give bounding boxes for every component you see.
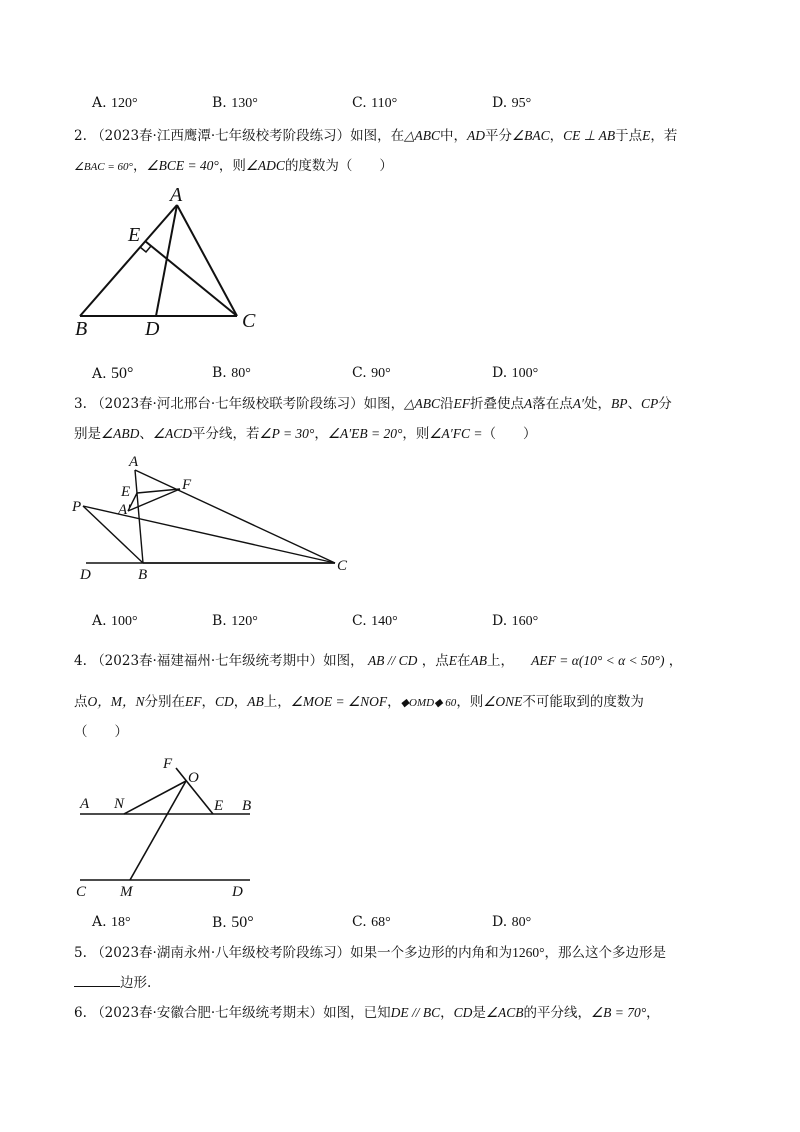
- q3-label-f: F: [182, 477, 192, 493]
- q2-label-c: C: [242, 310, 256, 332]
- q2-label-d: D: [145, 318, 160, 340]
- q4-option-b: B. 50°: [212, 914, 254, 931]
- q4-option-c: C. 68°: [352, 914, 391, 930]
- q1-option-d: D. 95°: [492, 95, 532, 111]
- q2-label-e: E: [128, 224, 141, 246]
- q4-options: [0, 914, 800, 938]
- q3-label-c: C: [337, 558, 348, 574]
- q4-label-d: D: [232, 884, 243, 900]
- q2-line2: ∠BAC = 60°，∠BCE = 40°，则∠ADC的度数为（ ）: [74, 158, 393, 174]
- q3-label-d: D: [80, 567, 91, 583]
- q3-option-d: D. 160°: [492, 613, 539, 629]
- q4-label-c: C: [76, 884, 87, 900]
- q4-label-m: M: [120, 884, 133, 900]
- q4-label-b: B: [242, 798, 252, 814]
- q3-label-a: A: [129, 454, 139, 470]
- q2-option-a: A. 50°: [92, 365, 134, 382]
- q2-option-b: B. 80°: [212, 365, 251, 381]
- q3-option-b: B. 120°: [212, 613, 258, 629]
- q3-label-p: P: [72, 499, 82, 515]
- q3-option-c: C. 140°: [352, 613, 398, 629]
- q3-line2: 别是∠ABD、∠ACD平分线，若∠P = 30°，∠A′EB = 20°，则∠A′FC =（ ）: [74, 426, 537, 442]
- q4-line2: 点O，M，N分别在EF，CD，AB上，∠MOE = ∠NOF，◆OMD◆ 60，则∠ONE不可能取到的度数为: [74, 694, 644, 710]
- q3-label-e: E: [121, 484, 131, 500]
- q3-option-a: A. 100°: [92, 613, 138, 629]
- q5-line1: 5. （2023春·湖南永州·八年级校考阶段练习）如果一个多边形的内角和为1260°，那么这个多边形是: [74, 945, 667, 961]
- q3-label-b: B: [138, 567, 148, 583]
- q4-label-a: A: [80, 796, 90, 812]
- q3-line1: 3. （2023春·河北邢台·七年级校联考阶段练习）如图，△ABC沿EF折叠使点A落在点A′处，BP、CP分: [74, 396, 672, 412]
- q2-option-c: C. 90°: [352, 365, 391, 381]
- q5-line2: 边形.: [74, 972, 151, 993]
- q4-line1: 4. （2023春·福建福州·七年级统考期中）如图， AB // CD ，点E在AB上， AEF = α(10° < α < 50°) ，: [74, 653, 683, 669]
- q6-line1: 6. （2023春·安徽合肥·七年级统考期末）如图，已知DE // BC，CD是∠ACB的平分线，∠B = 70°，: [74, 1005, 660, 1021]
- q4-label-n: N: [114, 796, 125, 812]
- q1-option-c: C. 110°: [352, 95, 398, 111]
- q1-option-b: B. 130°: [212, 95, 258, 111]
- q2-label-b: B: [75, 318, 88, 340]
- q1-option-a: A. 120°: [92, 95, 138, 111]
- q2-option-d: D. 100°: [492, 365, 539, 381]
- q3-label-a-prime: A′: [118, 502, 131, 518]
- q4-label-e: E: [214, 798, 224, 814]
- q5-answer-blank[interactable]: [74, 972, 120, 987]
- q4-option-a: A. 18°: [92, 914, 131, 930]
- q2-label-a: A: [170, 184, 183, 206]
- q4-option-d: D. 80°: [492, 914, 532, 930]
- q4-label-f: F: [163, 756, 173, 772]
- q4-line3: （ ）: [74, 724, 128, 740]
- q2-line1: 2. （2023春·江西鹰潭·七年级校考阶段练习）如图，在△ABC中，AD平分∠BAC，CE ⊥ AB于点E，若: [74, 128, 678, 144]
- q4-label-o: O: [188, 770, 199, 786]
